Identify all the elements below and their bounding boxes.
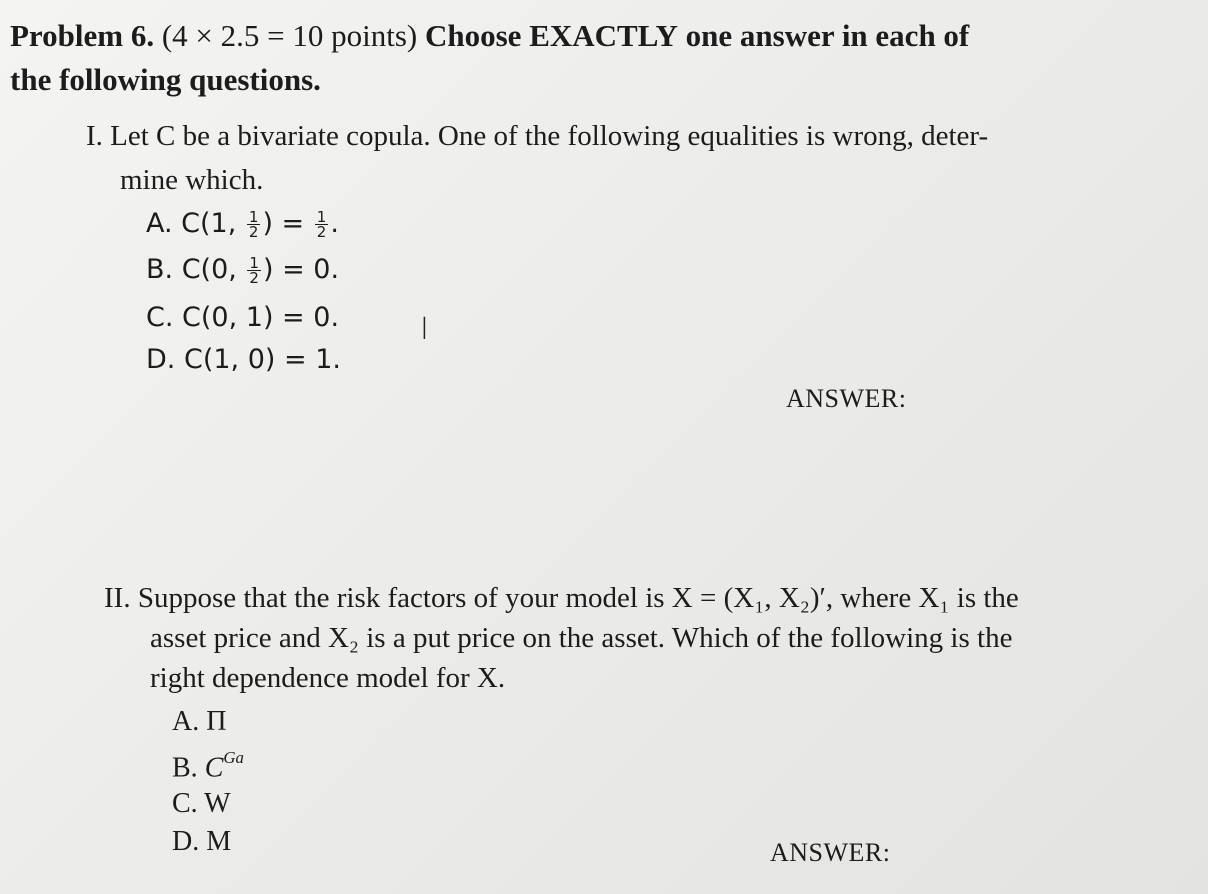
- q1-option-c: [146, 302, 339, 333]
- q2-option-a: A. Π: [172, 706, 227, 737]
- instruction-emphasis: EXACTLY: [529, 18, 678, 53]
- q1-option-c-label: C.: [146, 302, 174, 333]
- problem-heading-line2: the following questions.: [10, 62, 321, 97]
- q2-option-b-label: B.: [172, 752, 198, 784]
- fraction-half: $\frac{1}{2}$: [248, 208, 259, 241]
- instruction-start: Choose: [424, 18, 522, 53]
- question-1-line1: I. Let C be a bivariate copula. One of the following equalities is wrong, deter-: [86, 120, 989, 152]
- q2-option-c: C. W: [172, 788, 231, 819]
- problem-points: (4 × 2.5 = 10 points): [161, 18, 418, 53]
- q2-option-d: D. M: [172, 826, 232, 857]
- q2-option-b: B. $C^{Ga}$: [172, 748, 244, 784]
- fraction-half: $\frac{1}{2}$: [249, 254, 259, 287]
- q2-answer-label: ANSWER:: [770, 838, 891, 867]
- instruction-end: one answer in each of: [685, 18, 970, 53]
- question-2-line2: asset price and X₂ is a put price on the asset. Which of the following is the: [150, 622, 1013, 654]
- problem-number: Problem 6.: [10, 18, 155, 53]
- text-cursor-icon: I: [420, 312, 429, 347]
- q1-option-b-label: B.: [146, 254, 174, 285]
- q1-option-d-text: C(1, 0) = 1.: [183, 344, 341, 375]
- question-1-line2: mine which.: [120, 164, 264, 196]
- problem-heading: [10, 18, 969, 54]
- q1-option-d: [146, 344, 341, 375]
- fraction-half: $\frac{1}{2}$: [316, 208, 327, 241]
- q1-answer-label: ANSWER:: [786, 384, 907, 413]
- question-2-line3: right dependence model for X.: [150, 662, 506, 694]
- question-2-line1: II. Suppose that the risk factors of your model is X = (X₁, X₂)′, where X₁ is the: [104, 582, 1019, 614]
- q1-option-a-label: A.: [146, 208, 173, 239]
- q1-option-d-label: D.: [146, 344, 176, 375]
- q1-option-c-text: C(0, 1) = 0.: [182, 302, 340, 333]
- q1-option-a: A. C(1, $\frac{1}{2}$ ) = $\frac{1}{2}$ .: [146, 208, 339, 241]
- q1-option-b: B. C(0, $\frac{1}{2}$ ) = 0.: [146, 254, 340, 287]
